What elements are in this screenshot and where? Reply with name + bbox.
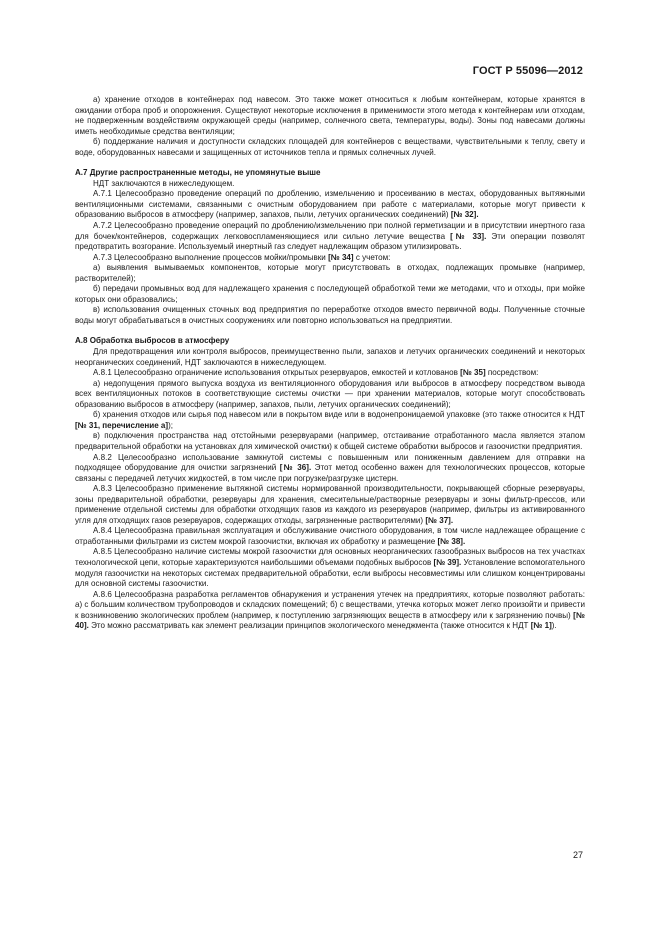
reference-37: [№ 37]. (425, 515, 454, 525)
paragraph-a8-3 (75, 484, 585, 526)
text-a7-3: А.7.3 Целесообразно выполнение процессов мойки/промывки (93, 252, 326, 262)
text-a7-1: А.7.1 Целесообразно проведение операций по дроблению, измельчению и просеиванию в местах, оборудованных вытяжными вентиляционными системами, связанными с очистным оборудованием при работе с материалами, которые могут привести к образованию выбросов в атмосферу (например, запахов, пыли, летучих органических соединений) (75, 189, 585, 220)
paragraph-a7-3 (75, 253, 585, 264)
paragraph-a7-1 (75, 189, 585, 221)
paragraph-a7-2 (75, 221, 585, 253)
paragraph-a8-5 (75, 547, 585, 589)
text-a8-1: А.8.1 Целесообразно ограничение использования открытых резервуаров, емкостей и котлованов (93, 368, 458, 378)
reference-32: [№ 32]. (450, 210, 479, 220)
text-a8-5: А.8.5 Целесообразно наличие системы мокрой газоочистки для основных неорганических газообразных выбросов на тех участках технологической цепи, которые характеризуются наибольшими объемами подобных выбросов (75, 547, 585, 567)
paragraph-a8-intro: Для предотвращения или контроля выбросов, преимущественно пыли, запахов и летучих органических соединений и некоторых неорганических соединений, НДТ заключаются в нижеследующем. (75, 347, 585, 367)
reference-36: [№ 36]. (279, 463, 312, 473)
text-a8-5-cont: Установление вспомогательного модуля газоочистки на некоторых системах предварительной обработки, если выбросы несовместимы или слишком концентрированы для основной системы газоочистки. (75, 557, 585, 589)
paragraph-a7-3-b: б) передачи промывных вод для надлежащего хранения с последующей обработкой теми же методами, что и отходы, при мойке которых они образовались; (75, 284, 585, 304)
standard-header: ГОСТ Р 55096—2012 (472, 65, 583, 77)
text-a7-2-cont: Эти операции позволят предотвратить возгорание. Используемый инертный газ следует надлежащим образом утилизировать. (75, 231, 585, 252)
text-a8-1-b-end: ); (168, 420, 174, 430)
paragraph-a8-4 (75, 526, 585, 547)
text-a8-6-cont: Это можно рассматривать как элемент реализации принципов экологического менеджмента (также относится к НДТ (91, 621, 529, 631)
text-a8-6-end: ). (551, 621, 557, 631)
paragraph-a7-3-c: в) использования очищенных сточных вод предприятия по переработке отходов вместо первичной воды. Полученные сточные воды могут обрабатываться в очистных сооружениях или повторно использоваться на предприятии. (75, 305, 585, 325)
paragraph-ndt-intro: НДТ заключаются в нижеследующем. (93, 178, 235, 188)
text-a8-6: А.8.6 Целесообразна разработка регламентов обнаружения и устранения утечек на предприятиях, которые позволяют работать: а) с большим количеством трубопроводов и складских помещений; б) с веществами, утечка которых может легко произойти и привести к возникновению экологических проблем (например, к поступлению загрязняющих веществ в атмосферу или к загрязнению почвы) (75, 589, 585, 620)
paragraph-storage-under-cover: а) хранение отходов в контейнерах под навесом. Это также может относиться к любым контейнерам, которые хранятся в ожидании отбора проб и опорожнения. Существуют некоторые исключения в применимости этого метода к контейнерам или отходам, не подверженным воздействиям окружающей среды (например, солнечного света, температуры, воды). Зоны под навесами должны иметь необходимые средства вентиляции; (75, 95, 585, 136)
text-a7-3-cont: с учетом: (355, 252, 391, 262)
text-a8-3: А.8.3 Целесообразно применение вытяжной системы нормированной производительности, покрывающей сборные резервуары, зоны предварительной обработки, резервуары для хранения, смесительные/растворные резервуары и зоны фильтр-прессов, или применение отдельной системы для обработки отходящих газов из каждого из резервуаров (например, фильтры из активированного угля для отходящих газов резервуаров, содержащих отходы, загрязненные растворителями) (75, 484, 585, 525)
text-a8-1-b: б) хранения отходов или сырья под навесом или в покрытом виде или в водонепроницаемой упаковке (это также относится к НДТ (93, 410, 585, 420)
reference-34: [№ 34] (328, 252, 354, 262)
reference-39: [№ 39]. (433, 557, 462, 567)
text-a8-4: А.8.4 Целесообразна правильная эксплуатация и обслуживание очистного оборудования, в том числе надлежащее обращение с отработанными фильтрами из систем мокрой газоочистки, включая их обработку и размещение (75, 526, 585, 546)
text-a8-2: А.8.2 Целесообразно использование замкнутой системы с повышенным или пониженным давлением для отправки на подходящее оборудование для очистки загрязнений (75, 452, 585, 473)
paragraph-a8-6 (75, 590, 585, 632)
reference-1: [№ 1] (530, 621, 552, 631)
reference-35: [№ 35] (460, 368, 486, 378)
section-heading-a7: А.7 Другие распространенные методы, не упомянутые выше (75, 168, 321, 178)
paragraph-a7-3-a: а) выявления вымываемых компонентов, которые могут присутствовать в отходах, подлежащих промывке (например, растворителей); (75, 263, 585, 283)
paragraph-a8-1-b (75, 410, 585, 431)
reference-38: [№ 38]. (437, 536, 466, 546)
paragraph-a8-1-c: в) подключения пространства над отстойными резервуарами (например, отстаивание отработанного масла является этапом предварительной обработки на установках для химической очистки) к общей системе обработки выбросов и газоочистки предприятия. (75, 431, 585, 451)
paragraph-a8-1 (75, 368, 585, 379)
reference-40: [№ 40]. (75, 610, 585, 631)
paragraph-a8-1-a: а) недопущения прямого выпуска воздуха из вентиляционного оборудования или выбросов в атмосферу посредством вывода всех вентиляционных потоков в соответствующие системы очистки — при хранении материалов, которые могут способствовать образованию выбросов в атмосферу (например, запахов, пыли, летучих органических соединений); (75, 378, 585, 409)
text-a8-1-cont: посредством: (487, 368, 539, 378)
page-content (75, 95, 585, 632)
paragraph-a8-2 (75, 453, 585, 485)
section-heading-a8: А.8 Обработка выбросов в атмосферу (75, 336, 230, 346)
reference-31: [№ 31, перечисление а] (75, 420, 169, 430)
paragraph-storage-areas: б) поддержание наличия и доступности складских площадей для контейнеров с веществами, чувствительными к теплу, свету и воде, оборудованных навесами и защищенных от источников тепла и прямых солнечных лучей. (75, 137, 585, 157)
text-a7-2: А.7.2 Целесообразно проведение операций по дроблению/измельчению при полной герметизации и в присутствии инертного газа для бочек/контейнеров, содержащих легковоспламеняющиеся или сильно летучие вещества (75, 221, 585, 241)
reference-33: [№ 33]. (450, 231, 487, 241)
page-number: 27 (572, 850, 583, 860)
text-a8-2-cont: Этот метод особенно важен для технологических процессов, которые связаны с передачей летучих жидкостей, в том числе при погрузке/разгрузке цистерн. (75, 463, 585, 483)
